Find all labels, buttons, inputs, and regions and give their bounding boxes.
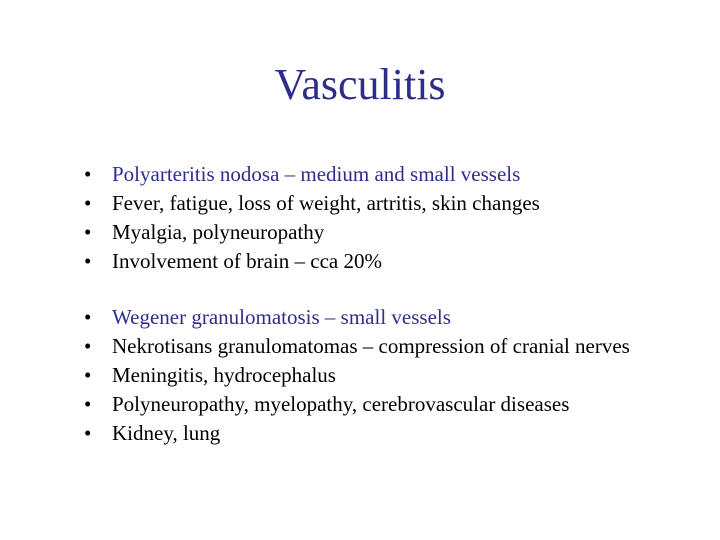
bullet-icon: • — [84, 249, 92, 273]
bullet-icon: • — [84, 334, 92, 358]
list-item — [0, 218, 720, 247]
list-item-text: Polyneuropathy, myelopathy, cerebrovascular diseases — [112, 392, 570, 416]
slide-title: Vasculitis — [274, 60, 446, 109]
bullet-list-polyarteritis — [0, 160, 720, 276]
bullet-icon: • — [84, 392, 92, 416]
list-item-highlight — [0, 160, 720, 189]
list-item-text: Myalgia, polyneuropathy — [112, 220, 325, 244]
bullet-icon: • — [84, 220, 92, 244]
list-item — [0, 189, 720, 218]
bullet-icon: • — [84, 162, 92, 186]
list-item-text: Wegener granulomatosis – small vessels — [112, 305, 451, 329]
bullet-icon: • — [84, 421, 92, 445]
bullet-icon: • — [84, 191, 92, 215]
list-item-text: Nekrotisans granulomatomas – compression of cranial nerves — [112, 334, 630, 358]
bullet-icon: • — [84, 305, 92, 329]
list-item-text: Fever, fatigue, loss of weight, artritis, skin changes — [112, 191, 540, 215]
bullet-list-wegener — [0, 303, 720, 448]
list-item — [0, 390, 720, 419]
list-item — [0, 361, 720, 390]
list-item — [0, 332, 720, 361]
list-item-highlight — [0, 303, 720, 332]
list-item-text: Kidney, lung — [112, 421, 221, 445]
list-item-text: Polyarteritis nodosa – medium and small vessels — [112, 162, 521, 186]
list-item-text: Meningitis, hydrocephalus — [112, 363, 336, 387]
list-item-text: Involvement of brain – cca 20% — [112, 249, 382, 273]
list-item — [0, 419, 720, 448]
list-item — [0, 247, 720, 276]
bullet-icon: • — [84, 363, 92, 387]
